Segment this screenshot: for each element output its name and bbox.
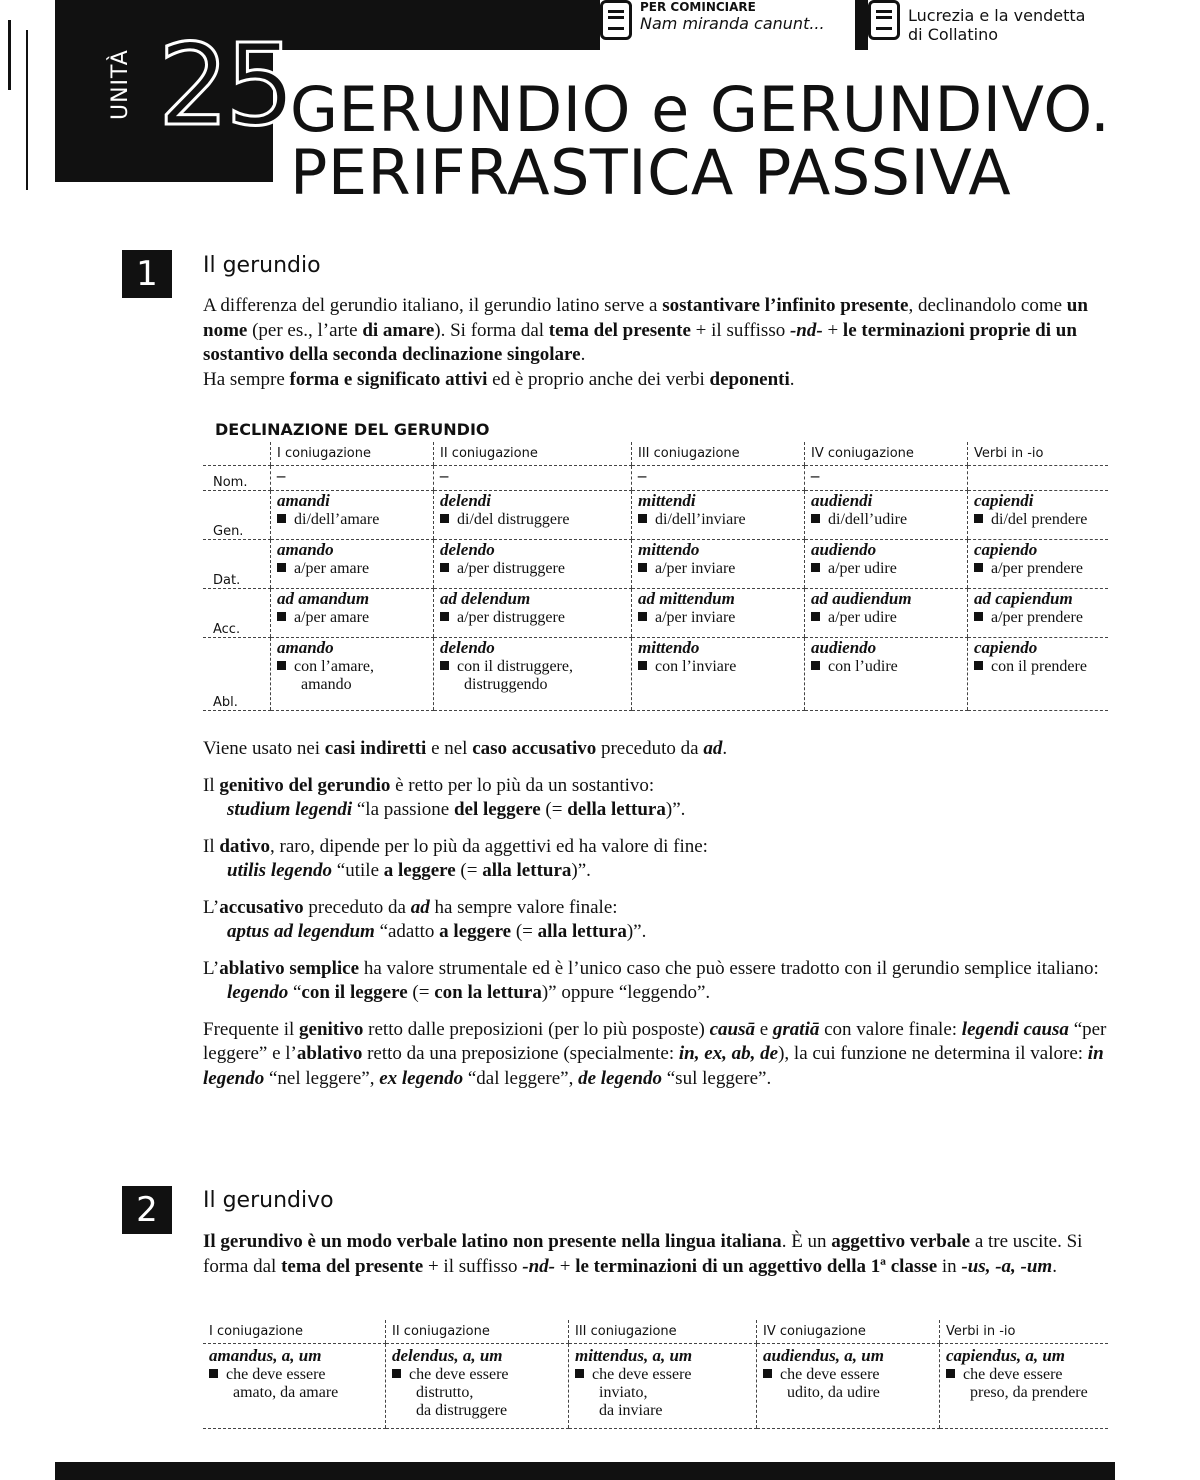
usage-paragraph — [203, 981, 1108, 1006]
translation-text: di/del distruggere — [457, 511, 570, 528]
bold-term: del leggere — [453, 799, 541, 820]
table-header-row — [203, 1320, 1108, 1344]
translation-text: a/per distruggere — [457, 560, 565, 577]
document-icon — [600, 0, 632, 40]
table-cell — [632, 589, 805, 638]
text: (= — [407, 982, 435, 1003]
latin-term: de legendo — [578, 1067, 662, 1089]
text: è retto per lo più da un sostantivo: — [390, 774, 655, 796]
latin-term: aptus ad legendum — [227, 921, 375, 942]
latin-form: amando — [277, 638, 334, 657]
bold-term: con il leggere — [301, 982, 408, 1003]
table-cell — [632, 638, 805, 711]
table-cell — [203, 1344, 386, 1429]
text: e — [754, 1018, 773, 1040]
text: )”. — [665, 799, 686, 820]
header-separator — [855, 0, 868, 50]
latin-form: amando — [277, 540, 334, 559]
translation — [974, 658, 1102, 676]
section-number: 2 — [122, 1186, 172, 1234]
square-bullet-icon — [638, 661, 647, 670]
latin-form: mittendus, a, um — [575, 1346, 693, 1365]
translation — [974, 609, 1102, 627]
table-row — [203, 466, 1108, 491]
latin-term: studium legendi — [227, 799, 353, 820]
text: Il — [203, 835, 220, 857]
table-cell — [271, 491, 434, 540]
column-header: IV coniugazione — [757, 1320, 940, 1344]
square-bullet-icon — [638, 563, 647, 572]
translation-cont: amando — [301, 676, 352, 693]
section-title: Il gerundio — [203, 253, 321, 278]
latin-form: audiendus, a, um — [763, 1346, 884, 1365]
text: + il suffisso — [423, 1255, 523, 1277]
square-bullet-icon — [277, 612, 286, 621]
translation — [974, 511, 1102, 529]
section-number: 1 — [122, 250, 172, 298]
translation-text: di/dell’udire — [828, 511, 908, 528]
table-header-row — [203, 442, 1108, 466]
bold-term: della lettura — [567, 799, 666, 820]
usage-paragraph — [203, 774, 1108, 799]
table-row — [203, 491, 1108, 540]
bold-term: genitivo — [299, 1018, 364, 1040]
text: di amare — [362, 319, 435, 341]
gerundive-table — [203, 1320, 1108, 1429]
square-bullet-icon — [974, 563, 983, 572]
text: + — [822, 319, 843, 341]
table-cell — [434, 491, 632, 540]
translation — [811, 609, 961, 627]
column-header: Verbi in -io — [968, 442, 1109, 466]
text: , raro, dipende per lo più da aggettivi ed ha valore di fine: — [270, 835, 708, 857]
translation-text: a/per inviare — [655, 609, 736, 626]
ref-kicker: PER COMINCIARE — [640, 0, 756, 14]
translation-cont: distruggendo — [464, 676, 548, 693]
text: “la passione — [352, 799, 454, 820]
translation-text: che deve essere — [409, 1366, 509, 1383]
text: a tre uscite. Si forma dal — [203, 1231, 1083, 1277]
square-bullet-icon — [811, 563, 820, 572]
translation — [440, 511, 625, 529]
latin-form: – — [277, 466, 286, 485]
translation-text: con l’amare, — [294, 658, 374, 675]
text: “per leggere” e l’ — [203, 1018, 1107, 1064]
text: (per es., l’arte — [247, 319, 363, 341]
translation-text: a/per udire — [828, 560, 897, 577]
table-cell — [434, 589, 632, 638]
translation-text: con l’udire — [828, 658, 898, 675]
translation — [277, 658, 427, 676]
translation-text: a/per inviare — [655, 560, 736, 577]
latin-term: utilis legendo — [227, 860, 333, 881]
latin-form: ad mittendum — [638, 589, 735, 608]
case-label: Gen. — [203, 491, 271, 540]
bold-term: dativo — [219, 835, 271, 857]
table-cell — [805, 466, 968, 491]
translation — [638, 560, 798, 578]
latin-form: audiendo — [811, 638, 877, 657]
column-header: III coniugazione — [632, 442, 805, 466]
square-bullet-icon — [811, 661, 820, 670]
latin-term: causā — [709, 1018, 755, 1040]
latin-form: delendo — [440, 540, 495, 559]
latin-form: delendo — [440, 638, 495, 657]
text: e nel — [426, 738, 473, 759]
text: -us, -a, -um — [961, 1255, 1053, 1277]
table-row — [203, 540, 1108, 589]
latin-form: – — [440, 466, 449, 485]
case-label: Abl. — [203, 638, 271, 711]
text: “ — [288, 982, 302, 1003]
latin-term: ad — [410, 896, 430, 918]
latin-form: capiendi — [974, 491, 1034, 510]
bold-term: alla lettura — [537, 921, 627, 942]
square-bullet-icon — [811, 514, 820, 523]
bold-term: a leggere — [439, 921, 512, 942]
translation — [974, 560, 1102, 578]
translation — [638, 658, 798, 676]
square-bullet-icon — [946, 1369, 955, 1378]
translation-text: a/per prendere — [991, 609, 1083, 626]
square-bullet-icon — [440, 612, 449, 621]
translation-text: a/per amare — [294, 560, 370, 577]
title-line2: PERIFRASTICA PASSIVA — [290, 136, 1012, 210]
ref-text-line2: di Collatino — [908, 25, 998, 44]
text: sostantivare l’infinito presente — [662, 295, 909, 316]
table-cell — [271, 466, 434, 491]
translation — [277, 609, 427, 627]
text: A differenza del gerundio italiano, il gerundio latino serve a — [203, 295, 663, 316]
translation-text: con il prendere — [991, 658, 1087, 675]
column-header: I coniugazione — [203, 1320, 386, 1344]
square-bullet-icon — [277, 563, 286, 572]
square-bullet-icon — [974, 661, 983, 670]
usage-paragraph — [203, 957, 1108, 982]
text: deponenti — [709, 368, 790, 390]
section2-intro — [203, 1230, 1108, 1279]
square-bullet-icon — [440, 514, 449, 523]
text: tema del presente — [281, 1255, 424, 1277]
text: retto da una preposizione (specialmente: — [362, 1043, 679, 1064]
translation — [209, 1366, 379, 1384]
latin-form: – — [811, 466, 820, 485]
square-bullet-icon — [763, 1369, 772, 1378]
bold-term: caso accusativo — [472, 738, 597, 759]
translation — [638, 511, 798, 529]
usage-paragraph — [203, 1018, 1108, 1092]
bold-term: ablativo — [296, 1043, 363, 1064]
case-label: Nom. — [203, 466, 271, 491]
text: . — [1052, 1255, 1057, 1277]
text: le terminazioni di un aggettivo della 1ª classe — [575, 1255, 938, 1277]
translation — [946, 1366, 1102, 1384]
translation — [811, 560, 961, 578]
square-bullet-icon — [638, 612, 647, 621]
text: . È un — [781, 1231, 832, 1252]
bold-term: alla lettura — [482, 860, 572, 881]
text: ), la cui funzione ne determina il valore: — [778, 1043, 1088, 1064]
latin-term: ex legendo — [379, 1067, 464, 1089]
translation-text: a/per distruggere — [457, 609, 565, 626]
latin-term: legendi causa — [961, 1018, 1069, 1040]
text: )”. — [626, 921, 647, 942]
translation-cont: da inviare — [599, 1402, 663, 1419]
table-row — [203, 1344, 1108, 1429]
square-bullet-icon — [209, 1369, 218, 1378]
text: ed è proprio anche dei verbi — [487, 368, 710, 390]
text: preceduto da — [303, 896, 411, 918]
text: Frequente il — [203, 1018, 300, 1040]
usage-paragraph — [203, 920, 1108, 945]
table-cell — [940, 1344, 1109, 1429]
translation — [440, 609, 625, 627]
column-header: I coniugazione — [271, 442, 434, 466]
text: con valore finale: — [819, 1018, 962, 1040]
usage-paragraph — [203, 798, 1108, 823]
ref-text: Nam miranda canunt... — [640, 14, 825, 33]
ref-storiografia[interactable] — [868, 0, 1108, 48]
text: aggettivo verbale — [831, 1231, 971, 1252]
translation — [392, 1366, 562, 1384]
table-cell — [386, 1344, 569, 1429]
bold-term: ablativo semplice — [219, 957, 360, 979]
table-cell — [271, 638, 434, 711]
gerund-usage — [203, 737, 1108, 1091]
translation-text: che deve essere — [963, 1366, 1063, 1383]
usage-paragraph — [203, 835, 1108, 860]
latin-form: audiendo — [811, 540, 877, 559]
latin-form: amandi — [277, 491, 330, 510]
square-bullet-icon — [440, 661, 449, 670]
column-header: II coniugazione — [434, 442, 632, 466]
square-bullet-icon — [277, 661, 286, 670]
latin-form: ad capiendum — [974, 589, 1073, 608]
table-row — [203, 589, 1108, 638]
table-cell — [968, 491, 1109, 540]
translation-text: con l’inviare — [655, 658, 737, 675]
ref-per-cominciare[interactable] — [600, 0, 855, 48]
square-bullet-icon — [440, 563, 449, 572]
text: forma e significato attivi — [289, 368, 488, 390]
text: L’ — [203, 957, 220, 979]
text: . — [722, 738, 728, 759]
square-bullet-icon — [974, 514, 983, 523]
bold-term: a leggere — [383, 860, 456, 881]
translation — [277, 511, 427, 529]
latin-form: ad audiendum — [811, 589, 912, 608]
text: (= — [540, 799, 568, 820]
translation — [440, 560, 625, 578]
latin-form: capiendo — [974, 540, 1038, 559]
column-header: Verbi in -io — [940, 1320, 1109, 1344]
latin-form: delendus, a, um — [392, 1346, 503, 1365]
bold-term: casi indiretti — [324, 738, 427, 759]
latin-form: ad delendum — [440, 589, 531, 608]
text: “sul leggere”. — [662, 1067, 772, 1089]
table-cell — [805, 491, 968, 540]
unit-label: UNITÀ — [108, 49, 133, 120]
table-cell — [968, 466, 1109, 491]
text: )”. — [571, 860, 591, 881]
table-cell — [632, 491, 805, 540]
text: ha valore strumentale ed è l’unico caso che può essere tradotto con il gerundio semplice italiano: — [359, 957, 1099, 979]
table-cell — [968, 589, 1109, 638]
text: un nome — [203, 295, 1088, 341]
text: tema del presente — [548, 319, 691, 341]
text: “adatto — [374, 921, 440, 942]
text: le terminazioni proprie di un sostantivo della seconda declinazione singolare — [203, 319, 1077, 365]
latin-form: – — [638, 466, 647, 485]
latin-form: capiendus, a, um — [946, 1346, 1066, 1365]
text: + il suffisso — [690, 319, 790, 341]
text: Ha sempre — [203, 368, 290, 390]
translation-text: con il distruggere, — [457, 658, 573, 675]
case-label: Acc. — [203, 589, 271, 638]
text: L’ — [203, 896, 220, 918]
table-cell — [434, 638, 632, 711]
square-bullet-icon — [575, 1369, 584, 1378]
translation-cont: preso, da prendere — [970, 1384, 1088, 1401]
text: “utile — [332, 860, 384, 881]
usage-paragraph — [203, 737, 1108, 762]
column-header: II coniugazione — [386, 1320, 569, 1344]
latin-form: mittendo — [638, 638, 700, 657]
translation-text: che deve essere — [780, 1366, 880, 1383]
translation-text: di/dell’inviare — [655, 511, 746, 528]
text: “dal leggere”, — [463, 1067, 579, 1089]
latin-term: ad — [703, 738, 723, 759]
translation-text: a/per amare — [294, 609, 370, 626]
table-caption: DECLINAZIONE DEL GERUNDIO — [215, 420, 490, 439]
table-cell — [632, 540, 805, 589]
title-line1: GERUNDIO e GERUNDIVO. — [290, 73, 1111, 146]
latin-form: amandus, a, um — [209, 1346, 322, 1365]
section-title: Il gerundivo — [203, 1188, 334, 1213]
ref-text-line1: Lucrezia e la vendetta — [908, 6, 1086, 25]
translation — [277, 560, 427, 578]
table-cell — [271, 589, 434, 638]
table-cell — [569, 1344, 757, 1429]
table-cell — [757, 1344, 940, 1429]
translation — [440, 658, 625, 676]
text: , declinandolo come — [908, 295, 1067, 316]
translation-cont: amato, da amare — [233, 1384, 339, 1401]
text: Viene usato nei — [203, 738, 325, 759]
table-cell — [968, 638, 1109, 711]
crop-mark — [26, 30, 28, 190]
bottom-bar — [55, 1462, 1115, 1480]
latin-form: mittendo — [638, 540, 700, 559]
usage-paragraph — [203, 859, 1108, 884]
translation — [575, 1366, 750, 1384]
latin-form: delendi — [440, 491, 491, 510]
latin-term: in legendo — [203, 1043, 1104, 1089]
latin-term: gratiā — [772, 1018, 820, 1040]
translation-text: che deve essere — [592, 1366, 692, 1383]
translation-text: di/del prendere — [991, 511, 1088, 528]
text: )” oppure “leggendo”. — [541, 982, 711, 1003]
text: preceduto da — [596, 738, 704, 759]
square-bullet-icon — [811, 612, 820, 621]
table-cell — [271, 540, 434, 589]
crop-mark — [8, 20, 11, 90]
bold-term: genitivo del gerundio — [219, 774, 391, 796]
latin-term: in, ex, ab, de — [678, 1043, 779, 1064]
usage-paragraph — [203, 896, 1108, 921]
translation — [811, 511, 961, 529]
text: . — [789, 368, 795, 390]
text: in — [937, 1255, 962, 1277]
column-header: IV coniugazione — [805, 442, 968, 466]
table-cell — [805, 638, 968, 711]
text: + — [554, 1255, 576, 1277]
latin-form: mittendi — [638, 491, 696, 510]
square-bullet-icon — [974, 612, 983, 621]
square-bullet-icon — [277, 514, 286, 523]
text: (= — [455, 860, 483, 881]
translation — [638, 609, 798, 627]
table-cell — [434, 466, 632, 491]
bold-term: accusativo — [219, 896, 304, 918]
text: Il — [203, 774, 220, 796]
translation-cont: da distruggere — [416, 1402, 508, 1419]
text: ha sempre valore finale: — [429, 896, 618, 918]
translation-cont: distrutto, — [416, 1384, 474, 1401]
translation-text: a/per udire — [828, 609, 897, 626]
latin-term: legendo — [227, 982, 289, 1003]
text: (= — [511, 921, 538, 942]
unit-number: 25 — [158, 21, 293, 151]
bold-term: con la lettura — [434, 982, 542, 1003]
latin-form: ad amandum — [277, 589, 370, 608]
section1-intro — [203, 294, 1108, 392]
table-row — [203, 638, 1108, 711]
table-header-blank — [203, 442, 271, 466]
translation-text: che deve essere — [226, 1366, 326, 1383]
latin-form: audiendi — [811, 491, 873, 510]
table-cell — [805, 589, 968, 638]
text: retto dalle preposizioni (per lo più posposte) — [363, 1018, 710, 1040]
translation-text: a/per prendere — [991, 560, 1083, 577]
text: Il gerundivo è un modo verbale latino non presente nella lingua italiana — [203, 1231, 782, 1252]
column-header: III coniugazione — [569, 1320, 757, 1344]
case-label: Dat. — [203, 540, 271, 589]
table-cell — [632, 466, 805, 491]
document-icon — [868, 0, 900, 40]
text: “nel leggere”, — [264, 1067, 380, 1089]
square-bullet-icon — [638, 514, 647, 523]
text: ). Si forma dal — [434, 319, 549, 341]
translation-cont: inviato, — [599, 1384, 648, 1401]
square-bullet-icon — [392, 1369, 401, 1378]
text: -nd- — [789, 319, 823, 341]
text: -nd- — [522, 1255, 555, 1277]
translation — [811, 658, 961, 676]
table-cell — [968, 540, 1109, 589]
translation — [763, 1366, 933, 1384]
page-title — [290, 73, 1111, 210]
translation-cont: udito, da udire — [787, 1384, 880, 1401]
translation-text: di/dell’amare — [294, 511, 380, 528]
gerund-declension-table — [203, 442, 1108, 711]
table-cell — [434, 540, 632, 589]
text: . — [580, 344, 586, 365]
table-cell — [805, 540, 968, 589]
latin-form: capiendo — [974, 638, 1038, 657]
